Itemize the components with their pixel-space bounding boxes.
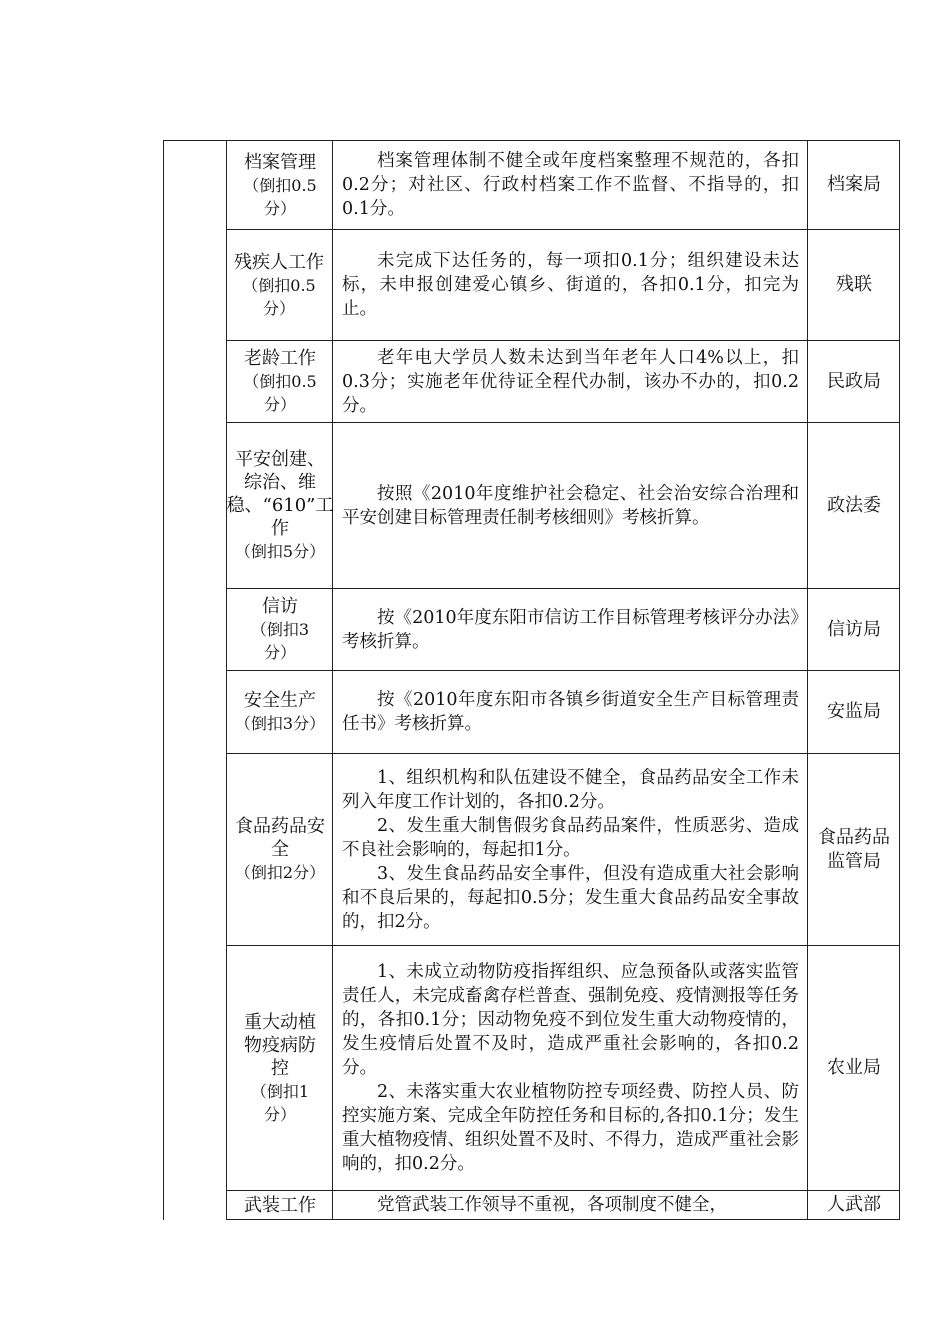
responsible-department: 残联	[836, 274, 872, 295]
deduction-points: （倒扣5分）	[234, 542, 326, 561]
responsible-department: 安监局	[827, 701, 881, 722]
description-paragraph: 1、未成立动物防疫指挥组织、应急预备队或落实监管责任人，未完成畜禽存栏普查、强制免疫、疫情测报等任务的，各扣0.1分；因动物免疫不到位发生重大动物疫情的，发生疫情后处置不及时，造成严重社会影响的，各扣0.2分。	[342, 962, 799, 1078]
item-name: 平安创建、综治、维稳、“610”工作	[226, 449, 334, 539]
description-paragraph: 按照《2010年度维护社会稳定、社会治安综合治理和平安创建目标管理责任制考核细则》考核折算。	[342, 483, 799, 528]
table-row-department	[813, 1191, 895, 1219]
table-row-description	[333, 1191, 807, 1219]
table-row-description	[333, 141, 807, 229]
table-row-description	[333, 754, 807, 945]
table-row-department	[813, 671, 895, 753]
responsible-department: 农业局	[827, 1057, 881, 1078]
table-row-item	[244, 589, 316, 670]
responsible-department: 信访局	[827, 618, 881, 640]
deduction-points: （倒扣3分）	[234, 714, 326, 733]
description-paragraph: 2、未落实重大农业植物防控专项经费、防控人员、防控实施方案、完成全年防控任务和目标的,各扣0.1分；发生重大植物疫情、组织处置不及时、不得力，造成严重社会影响的，扣0.2分。	[342, 1082, 799, 1174]
responsible-department: 民政局	[827, 370, 881, 392]
table-row-department	[813, 141, 895, 229]
description-paragraph: 3、发生食品药品安全事件，但没有造成重大社会影响和不良后果的，每起扣0.5分；发生重大食品药品安全事故的，扣2分。	[342, 863, 799, 932]
table-row-item	[232, 341, 328, 422]
table-row-item	[228, 1191, 332, 1219]
item-name: 武装工作	[244, 1194, 316, 1216]
responsible-department: 人武部	[827, 1194, 881, 1215]
item-name: 食品药品安全	[235, 816, 325, 860]
table-row-department	[813, 589, 895, 670]
table-divider-1	[226, 140, 227, 1220]
item-name: 残疾人工作	[234, 251, 324, 273]
table-row-item	[234, 754, 326, 945]
responsible-department: 政法委	[827, 494, 881, 516]
description-paragraph: 老年电大学员人数未达到当年老年人口4%以上，扣0.3分；实施老年优待证全程代办制，该办不办的，扣0.2分。	[342, 347, 799, 416]
responsible-department: 食品药品监管局	[818, 826, 890, 872]
description-paragraph: 按《2010年度东阳市信访工作目标管理考核评分办法》考核折算。	[342, 607, 799, 652]
deduction-points: （倒扣1分）	[250, 1081, 310, 1124]
description-paragraph: 未完成下达任务的，每一项扣0.1分；组织建设未达标，未申报创建爱心镇乡、街道的，各扣0.1分，扣完为止。	[342, 251, 799, 319]
table-row-item	[226, 423, 334, 588]
description-paragraph: 2、发生重大制售假劣食品药品案件，性质恶劣、造成不良社会影响的，每起扣1分。	[342, 815, 799, 860]
description-paragraph: 1、组织机构和队伍建设不健全，食品药品安全工作未列入年度工作计划的，各扣0.2分。	[342, 767, 799, 812]
table-row-item	[232, 671, 328, 753]
deduction-points: （倒扣0.5分）	[243, 175, 317, 218]
table-row-description	[333, 671, 807, 753]
row-divider	[226, 1219, 900, 1220]
table-row-department	[813, 341, 895, 422]
deduction-points: （倒扣0.5分）	[243, 372, 317, 414]
table-row-description	[333, 423, 807, 588]
item-name: 安全生产	[244, 690, 316, 711]
table-border-left	[163, 140, 164, 1220]
deduction-points: （倒扣3分）	[250, 620, 310, 662]
table-row-department	[813, 423, 895, 588]
table-row-department	[818, 754, 890, 945]
table-row-department	[813, 946, 895, 1190]
responsible-department: 档案局	[827, 174, 881, 195]
table-row-description	[333, 589, 807, 670]
item-name: 老龄工作	[244, 348, 316, 369]
table-row-item	[234, 230, 324, 340]
item-name: 信访	[262, 596, 298, 617]
deduction-points: （倒扣2分）	[234, 863, 326, 882]
table-row-item	[232, 141, 328, 229]
table-row-department	[813, 230, 895, 340]
table-row-description	[333, 230, 807, 340]
table-divider-3	[807, 140, 808, 1220]
description-paragraph: 档案管理体制不健全或年度档案整理不规范的，各扣0.2分；对社区、行政村档案工作不监督、不指导的，扣0.1分。	[342, 151, 799, 219]
table-row-description	[333, 341, 807, 422]
table-row-description	[333, 946, 807, 1190]
deduction-points: （倒扣0.5分）	[242, 275, 316, 318]
item-name: 档案管理	[244, 151, 316, 173]
description-paragraph: 党管武装工作领导不重视，各项制度不健全，	[377, 1195, 727, 1215]
table-row-item	[242, 946, 318, 1190]
item-name: 重大动植物疫病防控	[244, 1011, 316, 1079]
description-paragraph: 按《2010年度东阳市各镇乡街道安全生产目标管理责任书》考核折算。	[342, 690, 799, 734]
table-border-right	[899, 140, 900, 1220]
